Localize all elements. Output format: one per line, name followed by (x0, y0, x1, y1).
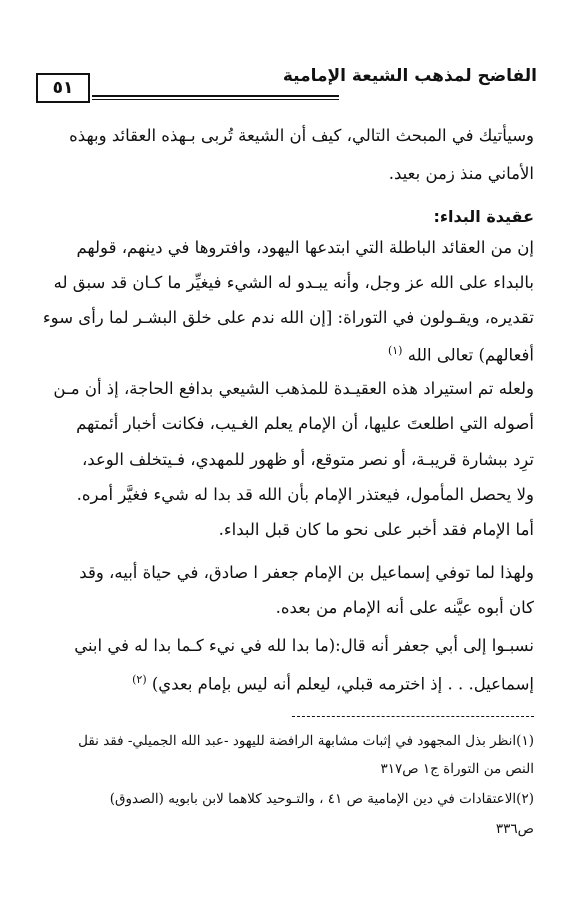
footnote-separator (292, 716, 534, 717)
header-rule (92, 95, 339, 100)
text-line: كان أبوه عيَّنه على أنه الإمام من بعده. (275, 598, 534, 617)
text-line: بالبداء على الله عز وجل، وأنه يبـدو له الشيء فيغيِّر ما كـان قد سبق له (53, 273, 534, 292)
text-line: الأماني منذ زمن بعيد. (388, 164, 534, 183)
text-line: نسبـوا إلى أبي جعفر أنه قال:(ما بدا لله في نيء كـما بدا له في ابني (74, 636, 534, 655)
text-line: وسيأتيك في المبحث التالي، كيف أن الشيعة تُربى بـهذه العقائد وبهذه (69, 126, 534, 145)
text-line: ولا يحصل المأمول، فيعتذر الإمام بأن الله قد بدا له شيء فغيَّر أمره. (76, 485, 534, 504)
footnote-line: (١)انظر بذل المجهود في إثبات مشابهة الرافضة لليهود -عبد الله الجميلي- فقد نقل (78, 733, 534, 749)
text-line: تقديره، ويقـولون في التوراة: [إن الله ندم على خلق البشـر لما رأى سوء (42, 308, 534, 327)
page-number-box (36, 73, 90, 103)
text-line-with-ref (36, 674, 534, 693)
text-line: إن من العقائد الباطلة التي ابتدعها اليهود، وافتروها في دينهم، قولهم (76, 238, 534, 257)
text-line: ولعله تم استيراد هذه العقيـدة للمذهب الشيعي بدافع الحاجة، إذ أن مـن (53, 379, 534, 398)
footnote-ref: (٢) (132, 673, 147, 686)
text-fragment: إسماعيل. . . إذ اخترمه قبلي، ليعلم أنه ليس بإمام بعدي) (151, 674, 534, 694)
footnote-line: ص٣٣٦ (495, 821, 534, 837)
page-number: ٥١ (52, 78, 74, 98)
running-header-title: الفاضح لمذهب الشيعة الإمامية (282, 66, 537, 86)
text-line-with-ref (36, 345, 534, 364)
footnote-ref: (١) (387, 344, 403, 357)
text-line: أصوله التي اطلعتَ عليها، أن الإمام يعلم الغـيب، فكانت أخبار أئمتهم (76, 414, 534, 433)
text-fragment: أفعالهم) تعالى الله (407, 345, 534, 365)
text-line: أما الإمام فقد أخبر على نحو ما كان قبل البداء. (218, 520, 534, 539)
section-title: عقيدة البداء: (433, 207, 534, 226)
text-line: ترِد ببشارة قريبـة، أو نصر متوقع، أو ظهور للمهدي، فـيتخلف الوعد، (81, 450, 534, 469)
footnote-line: (٢)الاعتقادات في دين الإمامية ص ٤١ ، والتـوحيد كلاهما لابن بابويه (الصدوق) (109, 791, 534, 807)
footnote-line: النص من التوراة ج١ ص٣١٧ (380, 761, 534, 777)
text-line: ولهذا لما توفي إسماعيل بن الإمام جعفر ا صادق، في حياة أبيه، وقد (79, 563, 534, 582)
